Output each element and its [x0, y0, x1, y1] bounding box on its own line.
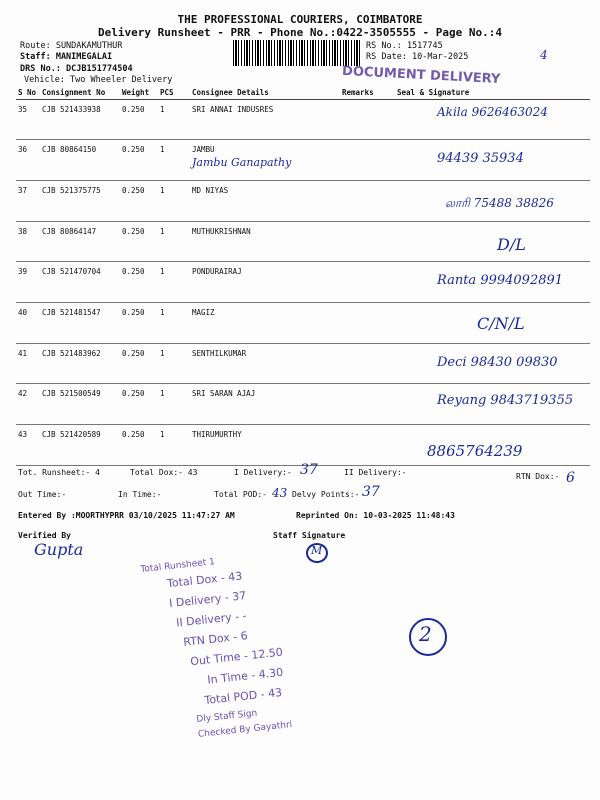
corner-mark: 4: [540, 48, 548, 62]
cell-consignee: MD NIYAS: [190, 180, 340, 221]
cell-sno: 38: [16, 221, 40, 262]
cell-sno: 37: [16, 180, 40, 221]
page-mark: 2: [419, 622, 432, 646]
total-dox: Total Dox:- 43: [130, 468, 198, 477]
cell-pcs: 1: [158, 302, 190, 343]
staff-label: Staff: MANIMEGALAI: [20, 52, 113, 62]
stamp-line: Dly Staff Sign: [195, 708, 258, 725]
cell-pcs: 1: [158, 384, 190, 425]
cell-weight: 0.250: [120, 384, 158, 425]
cell-consignment-no: CJB 521470704: [40, 262, 120, 303]
stamp-line: Total Runsheet 1: [140, 557, 216, 575]
staff-signature-label: Staff Signature: [273, 531, 346, 540]
out-time-label: Out Time:-: [18, 490, 67, 499]
cell-signature: [395, 343, 590, 384]
cell-remarks: [340, 262, 395, 303]
cell-signature: [395, 302, 590, 343]
rtn-dox-label: RTN Dox:-: [516, 472, 560, 481]
handwritten-signature: Ranta 9994092891: [437, 273, 564, 289]
cell-signature: [395, 262, 590, 303]
total-pod-label: Total POD:-: [214, 490, 267, 499]
col-pcs: PCS: [158, 86, 190, 99]
cell-weight: 0.250: [120, 302, 158, 343]
table-row: [16, 140, 590, 181]
cell-signature: [395, 221, 590, 262]
reprinted-on: Reprinted On: 10-03-2025 11:48:43: [296, 511, 455, 520]
cell-remarks: [340, 221, 395, 262]
stamp-line: Total Dox - 43: [166, 569, 243, 591]
cell-signature: [395, 140, 590, 181]
cell-weight: 0.250: [120, 425, 158, 466]
stamp-line: Checked By Gayathri: [197, 719, 293, 740]
table-row: [16, 180, 590, 221]
stamp-line: Total POD - 43: [203, 685, 283, 707]
i-delivery-label: I Delivery:-: [234, 468, 292, 477]
cell-sno: 40: [16, 302, 40, 343]
cell-consignee: SENTHILKUMAR: [190, 343, 340, 384]
handwritten-signature: 94439 35934: [437, 151, 524, 167]
cell-weight: 0.250: [120, 262, 158, 303]
handwritten-signature: Akila 9626463024: [437, 104, 548, 119]
consignment-table: [16, 86, 590, 466]
runsheet-subtitle: Delivery Runsheet - PRR - Phone No.:0422-3505555 - Page No.:4: [98, 26, 502, 39]
cell-pcs: 1: [158, 180, 190, 221]
cell-sno: 42: [16, 384, 40, 425]
in-time-label: In Time:-: [118, 490, 162, 499]
stamp-line: In Time - 4.30: [206, 665, 284, 687]
cell-consignee: MUTHUKRISHNAN: [190, 221, 340, 262]
cell-consignment-no: CJB 521500549: [40, 384, 120, 425]
col-remarks: Remarks: [340, 86, 395, 99]
table-row: [16, 343, 590, 384]
table-row: [16, 302, 590, 343]
cell-remarks: [340, 425, 395, 466]
cell-consignee: SRI ANNAI INDUSRES: [190, 99, 340, 140]
drs-number: DRS No.: DCJB151774504: [20, 64, 133, 74]
cell-pcs: 1: [158, 99, 190, 140]
cell-weight: 0.250: [120, 99, 158, 140]
cell-consignee: THIRUMURTHY: [190, 425, 340, 466]
stamp-line: I Delivery - 37: [168, 589, 247, 611]
rs-number: RS No.: 1517745: [366, 41, 443, 51]
cell-weight: 0.250: [120, 343, 158, 384]
handwritten-signature: 8865764239: [427, 442, 523, 460]
table-row: [16, 99, 590, 140]
table-row: [16, 384, 590, 425]
col-consignment-no: Consignment No: [40, 86, 120, 99]
company-title: THE PROFESSIONAL COURIERS, COIMBATORE: [177, 13, 423, 26]
cell-sno: 35: [16, 99, 40, 140]
cell-signature: [395, 99, 590, 140]
handwritten-signature: D/L: [497, 234, 526, 254]
summary-stamp: [140, 551, 293, 744]
delvy-points-value: 37: [362, 484, 380, 500]
rtn-dox-value: 6: [566, 470, 575, 486]
cell-consignee: SRI SARAN AJAJ: [190, 384, 340, 425]
col-weight: Weight: [120, 86, 158, 99]
table-header-row: [16, 86, 590, 99]
cell-consignment-no: CJB 521420589: [40, 425, 120, 466]
cell-consignment-no: CJB 80864147: [40, 221, 120, 262]
col-consignee: Consignee Details: [190, 86, 340, 99]
table-row: [16, 425, 590, 466]
handwritten-signature: C/N/L: [477, 313, 525, 333]
col-seal-signature: Seal & Signature: [395, 86, 590, 99]
table-row: [16, 262, 590, 303]
cell-remarks: [340, 302, 395, 343]
cell-consignee: [190, 140, 340, 181]
cell-weight: 0.250: [120, 140, 158, 181]
vehicle-label: Vehicle: Two Wheeler Delivery: [24, 75, 173, 85]
i-delivery-value: 37: [300, 462, 318, 478]
table-row: [16, 221, 590, 262]
cell-consignment-no: CJB 521483962: [40, 343, 120, 384]
total-pod-value: 43: [272, 486, 288, 500]
cell-pcs: 1: [158, 425, 190, 466]
handwritten-signature: Deci 98430 09830: [437, 354, 558, 370]
cell-remarks: [340, 343, 395, 384]
col-sno: S No: [16, 86, 40, 99]
cell-consignee: PONDURAIRAJ: [190, 262, 340, 303]
barcode: [233, 40, 361, 66]
verified-by-label: Verified By: [18, 531, 71, 540]
stamp-line: II Delivery - -: [175, 609, 248, 630]
stamp-line: RTN Dox - 6: [182, 629, 249, 649]
cell-consignment-no: CJB 521375775: [40, 180, 120, 221]
ii-delivery-label: II Delivery:-: [344, 468, 407, 477]
cell-remarks: [340, 99, 395, 140]
cell-weight: 0.250: [120, 221, 158, 262]
cell-remarks: [340, 384, 395, 425]
verified-by-signature: Gupta: [34, 540, 84, 559]
cell-consignment-no: CJB 521481547: [40, 302, 120, 343]
cell-sno: 43: [16, 425, 40, 466]
cell-signature: [395, 180, 590, 221]
document-delivery-stamp: DOCUMENT DELIVERY: [341, 63, 501, 88]
cell-sno: 39: [16, 262, 40, 303]
cell-sno: 41: [16, 343, 40, 384]
delvy-points-label: Delvy Points:-: [292, 490, 360, 499]
entered-by: Entered By :MOORTHYPRR 03/10/2025 11:47:27 AM: [18, 511, 235, 520]
handwritten-consignee-note: Jambu Ganapathy: [192, 156, 292, 170]
cell-weight: 0.250: [120, 180, 158, 221]
tot-runsheet: Tot. Runsheet:- 4: [18, 468, 100, 477]
handwritten-signature: லாரி 75488 38826: [445, 195, 554, 210]
cell-pcs: 1: [158, 262, 190, 303]
route-label: Route: SUNDAKAMUTHUR: [20, 41, 123, 51]
consignee-name: JAMBU: [192, 145, 215, 155]
cell-consignee: MAGIZ: [190, 302, 340, 343]
cell-consignment-no: CJB 80864150: [40, 140, 120, 181]
cell-remarks: [340, 140, 395, 181]
cell-pcs: 1: [158, 140, 190, 181]
rs-date: RS Date: 10-Mar-2025: [366, 52, 469, 62]
cell-pcs: 1: [158, 221, 190, 262]
cell-sno: 36: [16, 140, 40, 181]
handwritten-signature: Reyang 9843719355: [437, 393, 574, 409]
cell-consignment-no: CJB 521433938: [40, 99, 120, 140]
cell-pcs: 1: [158, 343, 190, 384]
cell-signature: [395, 384, 590, 425]
stamp-line: Out Time - 12.50: [189, 645, 284, 669]
cell-signature: [395, 425, 590, 466]
staff-signature: M: [311, 544, 323, 557]
cell-remarks: [340, 180, 395, 221]
